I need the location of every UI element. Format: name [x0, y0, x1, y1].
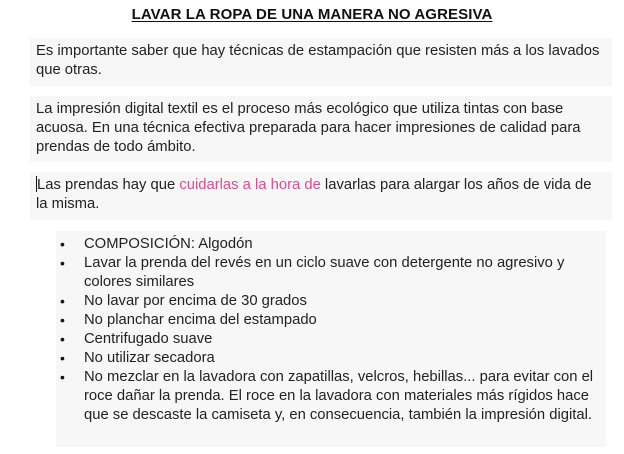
bullet-icon: • [60, 255, 65, 271]
list-item [56, 368, 606, 425]
list-item-text: No lavar por encima de 30 grados [84, 293, 307, 309]
paragraph-intro [30, 38, 612, 86]
paragraph-care-text-end: lavarlas para alargar los años de vida de la misma. [36, 177, 592, 212]
list-item [56, 349, 606, 368]
paragraph-care[interactable] [30, 172, 612, 220]
list-item [56, 311, 606, 330]
bullet-icon: • [60, 236, 65, 252]
list-item-text: No utilizar secadora [84, 350, 215, 366]
paragraph-intro-text: Es importante saber que hay técnicas de estampación que resisten más a los lavados que otras. [36, 43, 600, 78]
bullet-icon: • [60, 293, 65, 309]
list-item-text: COMPOSICIÓN: Algodón [84, 236, 253, 252]
care-instructions-list [56, 231, 606, 447]
list-item-text: Centrifugado suave [84, 331, 213, 347]
document-title: LAVAR LA ROPA DE UNA MANERA NO AGRESIVA [131, 6, 493, 23]
list-item-text: Lavar la prenda del revés en un ciclo suave con detergente no agresivo y colores similares [84, 255, 565, 290]
list-item [56, 330, 606, 349]
paragraph-digital-printing [30, 96, 612, 162]
bullet-icon: • [60, 331, 65, 347]
bullet-icon: • [60, 350, 65, 366]
list-item [56, 292, 606, 311]
care-link[interactable]: cuidarlas a la hora de [179, 177, 321, 193]
list-item-text: No mezclar en la lavadora con zapatillas, velcros, hebillas... para evitar con el roce dañar la prenda. El roce en la lavadora con materiales más rígidos hace que se descaste la camiseta y, en consecuencia, también la impresión digital. [84, 369, 594, 423]
bullet-icon: • [60, 369, 65, 385]
list-item-text: No planchar encima del estampado [84, 312, 317, 328]
list-item [56, 254, 606, 292]
paragraph-digital-printing-text: La impresión digital textil es el proceso más ecológico que utiliza tintas con base acuosa. En una técnica efectiva preparada para hacer impresiones de calidad para prendas de todo ámbito. [36, 101, 581, 155]
bullet-icon: • [60, 312, 65, 328]
paragraph-care-text-start: Las prendas hay que [37, 177, 180, 193]
list-item [56, 235, 606, 254]
